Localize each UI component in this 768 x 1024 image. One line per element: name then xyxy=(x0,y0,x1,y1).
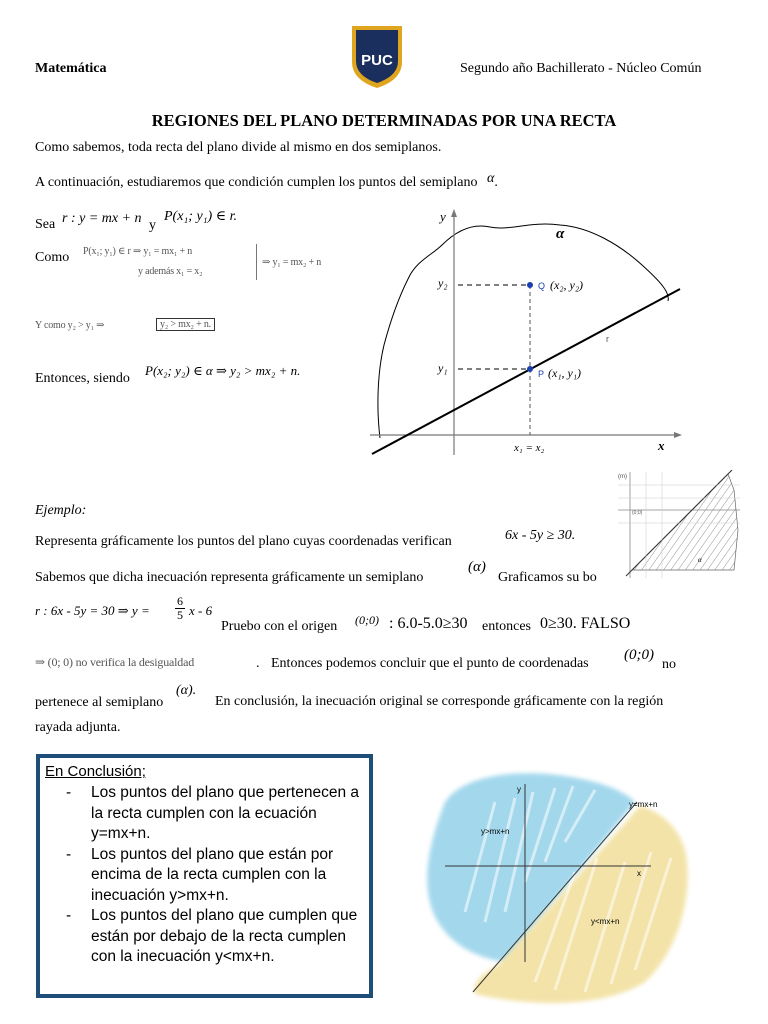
puc-logo xyxy=(350,24,404,90)
sea-equation: r : y = mx + n xyxy=(62,211,142,226)
conclusion-item-above: - Los puntos del plano que están por encima de la recta cumplen con la inecuación y>mx+n. xyxy=(64,845,369,907)
entonces-word: entonces xyxy=(482,619,531,634)
point-p-label: P xyxy=(538,369,545,379)
example-line-6: rayada adjunta. xyxy=(35,720,121,735)
lower-region-label: y<mx+n xyxy=(591,917,620,926)
logo-text: PUC xyxy=(361,52,393,69)
header-course: Segundo año Bachillerato - Núcleo Común xyxy=(460,61,702,76)
como-label: Como xyxy=(35,250,70,265)
small-y-label: (m) xyxy=(618,474,627,480)
graph1-alpha-label: α xyxy=(556,226,565,242)
example-line-2: Sabemos que dicha inecuación representa gráficamente un semiplano xyxy=(35,570,424,585)
hatched-region xyxy=(632,474,738,570)
como-line-2: y además x₁ = x₂ xyxy=(138,266,203,277)
como-line-1: P(x₁; y₁) ∈ r ⇒ y₁ = mx₁ + n xyxy=(83,246,193,257)
graph1-y2-label: y₂ xyxy=(438,276,448,290)
pruebo-text: Pruebo con el origen xyxy=(221,619,338,634)
check-expression: : 6.0-5.0≥30 xyxy=(389,615,468,632)
intro-line-1: Como sabemos, toda recta del plano divide al mismo en dos semiplanos. xyxy=(35,140,442,155)
example-line-1: Representa gráficamente los puntos del plano cuyas coordenadas verifican xyxy=(35,534,452,549)
conclusion-title: En Conclusión; xyxy=(45,763,146,780)
color-x-label: x xyxy=(637,869,641,878)
origin-point-2: (0;0) xyxy=(624,647,654,663)
x-axis-arrow xyxy=(674,432,682,438)
point-p xyxy=(527,366,533,372)
line-r xyxy=(372,289,680,454)
upper-region-label: y>mx+n xyxy=(481,827,510,836)
falso-result: 0≥30. FALSO xyxy=(540,615,631,632)
example-heading: Ejemplo: xyxy=(35,503,87,518)
sea-y-label: y xyxy=(149,218,156,233)
intro-line-2 xyxy=(35,171,498,191)
alpha-region-outline xyxy=(378,224,668,438)
origin-point: (0;0) xyxy=(355,613,379,627)
alpha-symbol: α xyxy=(486,171,495,186)
color-line-label: y=mx+n xyxy=(629,800,658,809)
alpha-paren: (α) xyxy=(468,559,486,575)
graph1-x-label: x xyxy=(658,438,665,453)
example-line-5-end: En conclusión, la inecuación original se corresponde gráficamente con la región xyxy=(215,694,664,709)
conclusion-item-below: - Los puntos del plano que cumplen que están por debajo de la recta cumplen con la inecuación y<mx+n. xyxy=(64,906,369,968)
ycomo-boxed-result: y₂ > mx₂ + n. xyxy=(156,318,215,331)
example-inequality: 6x - 5y ≥ 30. xyxy=(505,528,576,543)
sea-label: Sea xyxy=(35,217,56,232)
conclusion-item-on-line: - Los puntos del plano que pertenecen a la recta cumplen con la ecuación y=mx+n. xyxy=(64,783,369,845)
color-y-label: y xyxy=(517,785,521,794)
colored-semiplanes-graph xyxy=(415,762,695,1012)
semiplane-graph xyxy=(360,205,690,465)
line-equation-end: x - 6 xyxy=(189,603,213,618)
small-origin-label: (0;0) xyxy=(632,510,643,516)
conclusion-box xyxy=(36,754,373,998)
no-word: no xyxy=(662,657,676,672)
point-p-coords: (x₁, y₁) xyxy=(548,366,581,380)
graph1-y1-label: y₁ xyxy=(438,361,448,375)
x1-equals-x2-label: x₁ = x₂ xyxy=(514,442,545,454)
sea-point: P(x₁; y₁) ∈ r. xyxy=(164,209,237,224)
y-axis-arrow xyxy=(451,209,457,217)
example-line-5: pertenece al semiplano xyxy=(35,695,164,710)
line-equation: r : 6x - 5y = 30 ⇒ y = xyxy=(35,603,150,618)
fraction xyxy=(175,595,185,622)
fraction-numerator: 6 xyxy=(177,594,183,608)
entonces-label: Entonces, siendo xyxy=(35,371,130,386)
page-title: REGIONES DEL PLANO DETERMINADAS POR UNA RECTA xyxy=(151,111,617,130)
intro-line-2-text: A continuación, estudiaremos que condición cumplen los puntos del semiplano xyxy=(35,175,478,190)
header-subject: Matemática xyxy=(35,61,107,76)
ycomo-text: Y como y₂ > y₁ ⇒ xyxy=(35,320,105,331)
point-q xyxy=(527,282,533,288)
conclusion-list xyxy=(64,783,369,968)
point-q-coords: (x₂, y₂) xyxy=(550,278,583,292)
example-small-graph xyxy=(616,470,742,580)
line-r-label: r xyxy=(606,334,609,344)
alpha-paren-2: (α). xyxy=(176,683,197,698)
example-line-4: Entonces podemos concluir que el punto de coordenadas xyxy=(271,656,589,671)
no-verifica-text: ⇒ (0; 0) no verifica la desigualdad xyxy=(35,655,194,669)
intro-period: . xyxy=(494,175,498,190)
small-alpha-label: α xyxy=(698,556,702,564)
point-q-label: Q xyxy=(538,281,546,291)
entonces-equation: P(x₂; y₂) ∈ α ⇒ y₂ > mx₂ + n. xyxy=(145,363,301,378)
como-brace xyxy=(254,244,257,280)
no-verifica-dot: . xyxy=(256,656,260,671)
graph1-y-label: y xyxy=(440,209,446,224)
fraction-denominator: 5 xyxy=(177,608,183,622)
example-line-2-end: Graficamos su bo xyxy=(498,570,597,585)
como-result: ⇒ y₁ = mx₂ + n xyxy=(262,257,322,268)
